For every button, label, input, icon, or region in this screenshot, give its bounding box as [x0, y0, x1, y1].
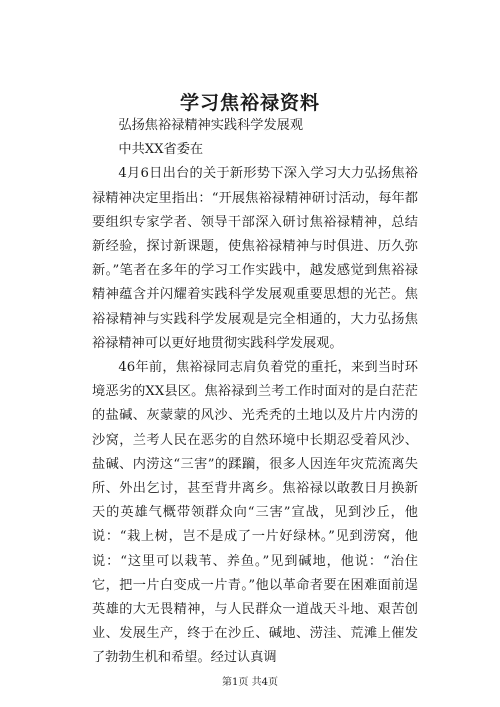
document-title: 学习焦裕禄资料: [179, 92, 320, 114]
document-body: [92, 114, 418, 671]
subtitle-line: 弘扬焦裕禄精神实践科学发展观: [118, 118, 304, 133]
author-line: 中共XX省委在: [118, 142, 204, 158]
paragraph: 46年前，焦裕禄同志肩负着党的重托，来到当时环境恶劣的XX县区。焦裕禄到兰考工作时面对的是白茫茫的盐碱、灰蒙蒙的风沙、光秃秃的土地以及片片内涝的沙窝，兰考人民在恶劣的自然环境中长期忍受着风沙、盐碱、内涝这“三害”的蹂躏，很多人因连年灾荒流离失所、外出乞讨，甚至背井离乡。焦裕禄以敢教日月换新天的英雄气概带领群众向“三害”宣战，见到沙丘，他说：“栽上树，岂不是成了一片好绿林。”见到涝窝，他说：“这里可以栽苇、养鱼。”见到碱地，他说：“治住它，把一片白变成一片青。”他以革命者要在困难面前逞英雄的大无畏精神，与人民群众一道战天斗地、艰苦创业、发展生产，终于在沙丘、碱地、涝洼、荒滩上催发了勃勃生机和希望。经过认真调: [92, 360, 418, 666]
page-footer: 第1页 共4页: [222, 677, 278, 688]
paragraph: 4月6日出台的关于新形势下深入学习大力弘扬焦裕禄精神决定里指出：“开展焦裕禄精神研讨活动，每年都要组织专家学者、领导干部深入研讨焦裕禄精神，总结新经验，探讨新课题，使焦裕禄精神与时俱进、历久弥新。”笔者在多年的学习工作实践中，越发感觉到焦裕禄精神蕴含并闪耀着实践科学发展观重要思想的光芒。焦裕禄精神与实践科学发展观是完全相通的，大力弘扬焦裕禄精神可以更好地贯彻实践科学发展观。: [92, 166, 418, 351]
